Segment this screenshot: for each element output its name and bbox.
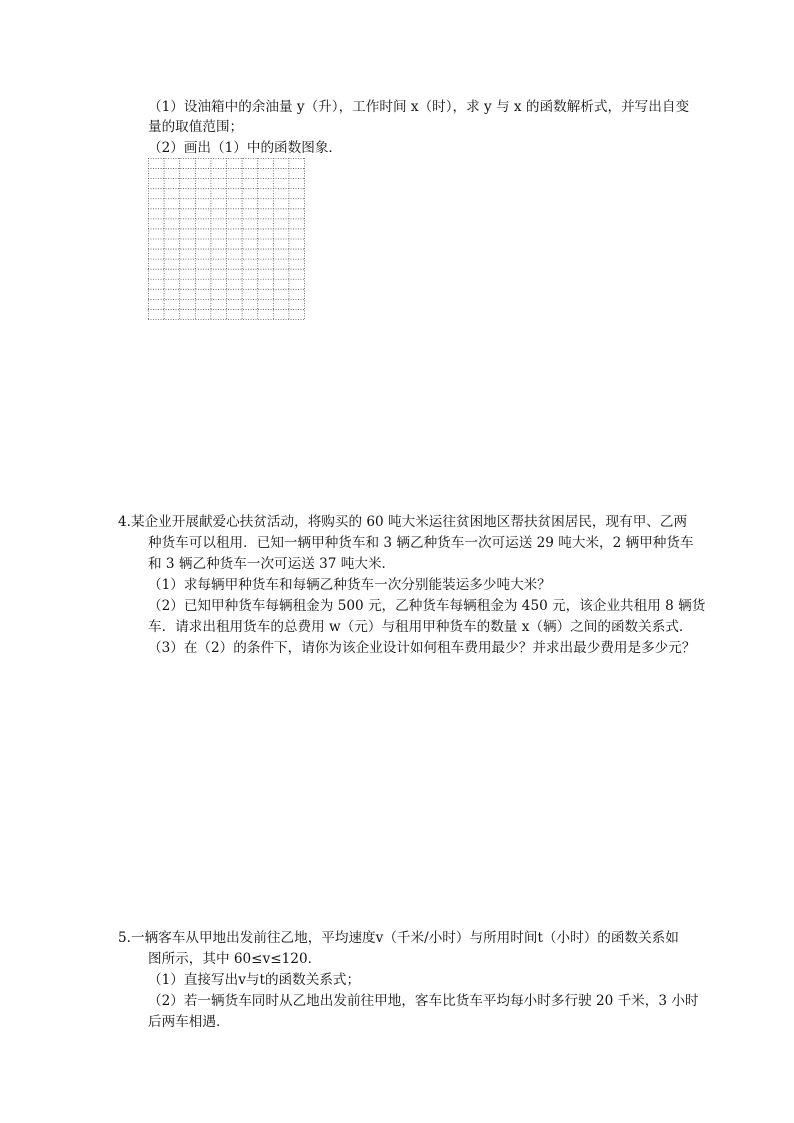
q4-stem-line2: 种货车可以租用．已知一辆甲种货车和 3 辆乙种货车一次可运送 29 吨大米，2 辆甲种货车	[148, 535, 694, 551]
q5-stem-line1: 5.一辆客车从甲地出发前往乙地，平均速度v（千米/小时）与所用时间t（小时）的函数关系如	[118, 930, 679, 946]
q5-part1: （1）直接写出v与t的函数关系式；	[148, 972, 361, 988]
q4-part1: （1）求每辆甲种货车和每辆乙种货车一次分别能装运多少吨大米？	[148, 577, 551, 593]
q3-part2: （2）画出（1）中的函数图象．	[148, 140, 343, 156]
q4-part3: （3）在（2）的条件下，请你为该企业设计如何租车费用最少？并求出最少费用是多少元？	[148, 640, 696, 656]
graph-grid	[148, 158, 305, 320]
q3-part1-line1: （1）设油箱中的余油量 y（升），工作时间 x（时），求 y 与 x 的函数解析式，并写出自变	[148, 99, 690, 115]
q5-part2-line2: 后两车相遇．	[148, 1014, 230, 1030]
q4-part2-line1: （2）已知甲种货车每辆租金为 500 元，乙种货车每辆租金为 450 元，该企业共租用 8 辆货	[148, 598, 706, 614]
q4-stem-line3: 和 3 辆乙种货车一次可运送 37 吨大米．	[148, 556, 396, 572]
q5-stem-line2: 图所示，其中 60≤v≤120．	[148, 951, 322, 967]
q5-part2-line1: （2）若一辆货车同时从乙地出发前往甲地，客车比货车平均每小时多行驶 20 千米，3 小时	[148, 993, 699, 1009]
q3-part1-line2: 量的取值范围；	[148, 119, 244, 135]
q4-stem-line1: 4.某企业开展献爱心扶贫活动，将购买的 60 吨大米运往贫困地区帮扶贫困居民，现有甲、乙两	[118, 514, 688, 530]
q4-part2-line2: 车．请求出租用货车的总费用 w（元）与租用甲种货车的数量 x（辆）之间的函数关系式．	[148, 619, 693, 635]
